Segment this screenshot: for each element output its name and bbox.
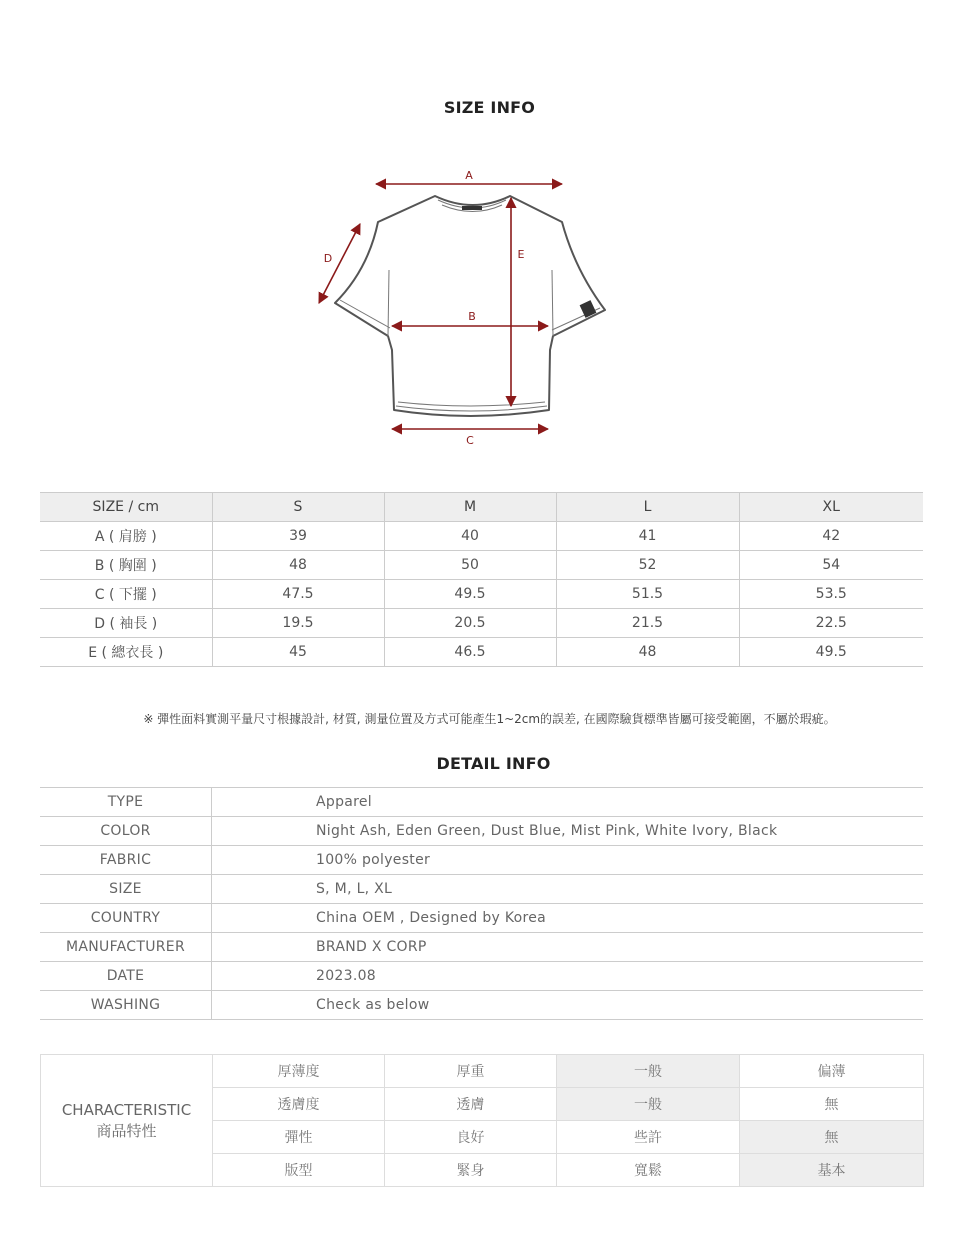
characteristic-option: 些許 (557, 1121, 740, 1154)
neck-label (462, 206, 482, 210)
characteristic-option: 偏薄 (740, 1055, 924, 1088)
characteristic-option: 良好 (385, 1121, 557, 1154)
characteristic-option: 厚重 (385, 1055, 557, 1088)
header-size-unit: SIZE / cm (40, 493, 212, 522)
characteristic-name: 厚薄度 (213, 1055, 385, 1088)
characteristic-name: 版型 (213, 1154, 385, 1187)
cell: 40 (384, 522, 556, 551)
cell: 39 (212, 522, 384, 551)
detail-value-date: 2023.08 (212, 962, 924, 991)
characteristic-option: 寬鬆 (557, 1154, 740, 1187)
table-row (40, 522, 923, 551)
characteristic-option: 基本 (740, 1154, 924, 1187)
table-row (40, 904, 923, 933)
label-e: E (517, 248, 525, 261)
characteristic-option: 緊身 (385, 1154, 557, 1187)
label-c: C (466, 434, 474, 447)
table-row (40, 580, 923, 609)
detail-value-color: Night Ash, Eden Green, Dust Blue, Mist Pink, White Ivory, Black (212, 817, 924, 846)
characteristic-option: 無 (740, 1088, 924, 1121)
tshirt-outline (335, 196, 605, 416)
cell: 41 (556, 522, 739, 551)
cell: 49.5 (739, 638, 923, 667)
row-label: D ( 袖長 ) (40, 609, 212, 638)
label-a: A (465, 169, 473, 182)
label-b: B (468, 310, 476, 323)
measurement-note: ※ 彈性面料實測平量尺寸根據設計, 材質, 測量位置及方式可能產生1~2cm的誤差, 在國際驗貨標準皆屬可接受範圍，不屬於瑕疵。 (143, 712, 836, 726)
characteristic-option: 無 (740, 1121, 924, 1154)
detail-label-country: COUNTRY (40, 904, 212, 933)
detail-label-size: SIZE (40, 875, 212, 904)
characteristic-label-zh: 商品特性 (96, 1121, 157, 1140)
cell: 52 (556, 551, 739, 580)
detail-value-fabric: 100% polyester (212, 846, 924, 875)
size-table-header (40, 493, 923, 522)
detail-value-washing: Check as below (212, 991, 924, 1020)
header-s: S (212, 493, 384, 522)
cell: 50 (384, 551, 556, 580)
header-xl: XL (739, 493, 923, 522)
cell: 51.5 (556, 580, 739, 609)
detail-label-fabric: FABRIC (40, 846, 212, 875)
cell: 42 (739, 522, 923, 551)
characteristic-label (41, 1055, 213, 1187)
cell: 48 (212, 551, 384, 580)
characteristic-name: 透膚度 (213, 1088, 385, 1121)
table-row (40, 817, 923, 846)
table-row (40, 875, 923, 904)
characteristic-table (40, 1054, 924, 1187)
cell: 19.5 (212, 609, 384, 638)
cell: 49.5 (384, 580, 556, 609)
detail-label-washing: WASHING (40, 991, 212, 1020)
table-row (40, 933, 923, 962)
size-info-heading: SIZE INFO (443, 98, 536, 117)
table-row (40, 551, 923, 580)
row-label: A ( 肩膀 ) (40, 522, 212, 551)
detail-value-type: Apparel (212, 788, 924, 817)
table-row (40, 846, 923, 875)
table-row (40, 609, 923, 638)
cell: 53.5 (739, 580, 923, 609)
table-row (40, 962, 923, 991)
cell: 54 (739, 551, 923, 580)
detail-label-type: TYPE (40, 788, 212, 817)
cell: 47.5 (212, 580, 384, 609)
detail-value-manufacturer: BRAND X CORP (212, 933, 924, 962)
cell: 46.5 (384, 638, 556, 667)
cell: 21.5 (556, 609, 739, 638)
table-row (40, 991, 923, 1020)
row-label: E ( 總衣長 ) (40, 638, 212, 667)
label-d: D (323, 252, 333, 265)
table-row (40, 788, 923, 817)
detail-label-manufacturer: MANUFACTURER (40, 933, 212, 962)
size-table (40, 492, 923, 667)
characteristic-name: 彈性 (213, 1121, 385, 1154)
characteristic-option: 透膚 (385, 1088, 557, 1121)
cell: 48 (556, 638, 739, 667)
cell: 45 (212, 638, 384, 667)
cell: 22.5 (739, 609, 923, 638)
characteristic-label-en: CHARACTERISTIC (61, 1100, 192, 1119)
row-label: B ( 胸圍 ) (40, 551, 212, 580)
tshirt-measurement-diagram (300, 160, 620, 460)
cell: 20.5 (384, 609, 556, 638)
detail-info-heading: DETAIL INFO (436, 754, 551, 773)
table-row (41, 1055, 924, 1088)
detail-label-color: COLOR (40, 817, 212, 846)
header-l: L (556, 493, 739, 522)
detail-table (40, 787, 923, 1020)
detail-label-date: DATE (40, 962, 212, 991)
detail-value-size: S, M, L, XL (212, 875, 924, 904)
characteristic-option: 一般 (557, 1055, 740, 1088)
characteristic-option: 一般 (557, 1088, 740, 1121)
detail-value-country: China OEM , Designed by Korea (212, 904, 924, 933)
header-m: M (384, 493, 556, 522)
row-label: C ( 下擺 ) (40, 580, 212, 609)
table-row (40, 638, 923, 667)
